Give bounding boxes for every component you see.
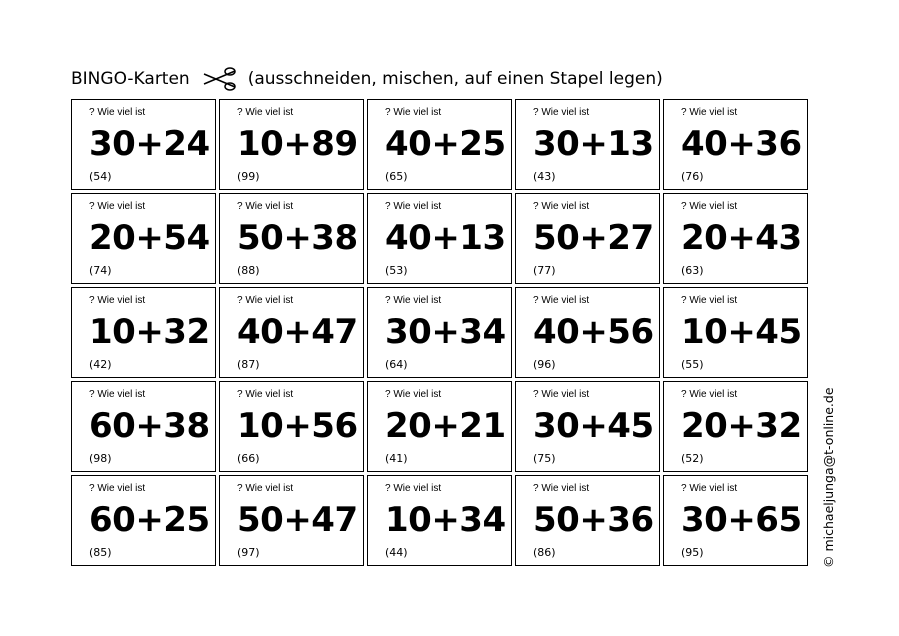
card-question: ? Wie viel ist	[237, 295, 294, 306]
card-answer: (95)	[681, 546, 704, 559]
card-answer: (97)	[237, 546, 260, 559]
card-answer: (54)	[89, 170, 112, 183]
card-question: ? Wie viel ist	[237, 483, 294, 494]
bingo-card	[219, 381, 364, 472]
bingo-card-grid	[71, 99, 808, 566]
card-task: 30+34	[385, 312, 506, 352]
card-task: 40+25	[385, 124, 506, 164]
card-task: 40+36	[681, 124, 802, 164]
card-question: ? Wie viel ist	[89, 483, 146, 494]
card-question: ? Wie viel ist	[89, 107, 146, 118]
page-header	[71, 66, 663, 92]
card-answer: (88)	[237, 264, 260, 277]
card-answer: (86)	[533, 546, 556, 559]
bingo-card	[219, 287, 364, 378]
card-question: ? Wie viel ist	[385, 107, 442, 118]
card-task: 20+32	[681, 406, 802, 446]
bingo-card	[71, 193, 216, 284]
card-question: ? Wie viel ist	[89, 389, 146, 400]
bingo-card	[515, 287, 660, 378]
bingo-card	[515, 381, 660, 472]
bingo-card	[663, 475, 808, 566]
bingo-card	[515, 475, 660, 566]
bingo-card	[663, 193, 808, 284]
card-answer: (75)	[533, 452, 556, 465]
bingo-card	[71, 381, 216, 472]
card-task: 10+89	[237, 124, 358, 164]
card-question: ? Wie viel ist	[681, 295, 738, 306]
card-answer: (76)	[681, 170, 704, 183]
card-answer: (53)	[385, 264, 408, 277]
card-task: 10+45	[681, 312, 802, 352]
card-answer: (85)	[89, 546, 112, 559]
bingo-card	[219, 193, 364, 284]
bingo-card	[515, 193, 660, 284]
card-question: ? Wie viel ist	[681, 201, 738, 212]
bingo-card	[663, 99, 808, 190]
card-question: ? Wie viel ist	[237, 389, 294, 400]
card-answer: (77)	[533, 264, 556, 277]
card-question: ? Wie viel ist	[89, 201, 146, 212]
bingo-card	[367, 381, 512, 472]
scissors-icon	[202, 67, 238, 91]
bingo-card	[663, 381, 808, 472]
card-task: 10+56	[237, 406, 358, 446]
card-question: ? Wie viel ist	[385, 389, 442, 400]
card-question: ? Wie viel ist	[681, 107, 738, 118]
instruction-text: (ausschneiden, mischen, auf einen Stapel legen)	[247, 69, 663, 89]
card-question: ? Wie viel ist	[533, 483, 590, 494]
card-task: 50+47	[237, 500, 358, 540]
card-task: 40+56	[533, 312, 654, 352]
card-task: 30+24	[89, 124, 210, 164]
card-answer: (52)	[681, 452, 704, 465]
card-task: 40+13	[385, 218, 506, 258]
bingo-card	[367, 193, 512, 284]
card-task: 50+38	[237, 218, 358, 258]
card-question: ? Wie viel ist	[237, 107, 294, 118]
card-task: 30+65	[681, 500, 802, 540]
card-answer: (55)	[681, 358, 704, 371]
card-task: 50+36	[533, 500, 654, 540]
card-answer: (63)	[681, 264, 704, 277]
bingo-card	[219, 99, 364, 190]
bingo-card	[515, 99, 660, 190]
bingo-card	[663, 287, 808, 378]
card-answer: (87)	[237, 358, 260, 371]
card-answer: (41)	[385, 452, 408, 465]
card-answer: (64)	[385, 358, 408, 371]
card-task: 20+54	[89, 218, 210, 258]
copyright-text: © michaeljunga@t-online.de	[821, 387, 836, 568]
card-task: 60+25	[89, 500, 210, 540]
bingo-card	[367, 287, 512, 378]
card-question: ? Wie viel ist	[681, 389, 738, 400]
card-task: 60+38	[89, 406, 210, 446]
card-answer: (44)	[385, 546, 408, 559]
card-answer: (43)	[533, 170, 556, 183]
card-answer: (98)	[89, 452, 112, 465]
card-question: ? Wie viel ist	[533, 107, 590, 118]
bingo-card	[219, 475, 364, 566]
card-task: 40+47	[237, 312, 358, 352]
card-task: 20+43	[681, 218, 802, 258]
card-answer: (65)	[385, 170, 408, 183]
bingo-card	[71, 475, 216, 566]
card-question: ? Wie viel ist	[681, 483, 738, 494]
card-task: 10+32	[89, 312, 210, 352]
card-answer: (66)	[237, 452, 260, 465]
card-task: 50+27	[533, 218, 654, 258]
card-question: ? Wie viel ist	[533, 201, 590, 212]
card-answer: (42)	[89, 358, 112, 371]
bingo-card	[71, 287, 216, 378]
card-answer: (96)	[533, 358, 556, 371]
bingo-card	[71, 99, 216, 190]
card-answer: (99)	[237, 170, 260, 183]
bingo-card	[367, 475, 512, 566]
card-question: ? Wie viel ist	[237, 201, 294, 212]
card-question: ? Wie viel ist	[385, 483, 442, 494]
card-task: 30+45	[533, 406, 654, 446]
card-question: ? Wie viel ist	[533, 389, 590, 400]
page-title: BINGO-Karten	[71, 69, 190, 89]
card-task: 10+34	[385, 500, 506, 540]
card-answer: (74)	[89, 264, 112, 277]
card-question: ? Wie viel ist	[385, 295, 442, 306]
card-question: ? Wie viel ist	[385, 201, 442, 212]
bingo-card	[367, 99, 512, 190]
card-question: ? Wie viel ist	[89, 295, 146, 306]
card-task: 30+13	[533, 124, 654, 164]
card-task: 20+21	[385, 406, 506, 446]
card-question: ? Wie viel ist	[533, 295, 590, 306]
